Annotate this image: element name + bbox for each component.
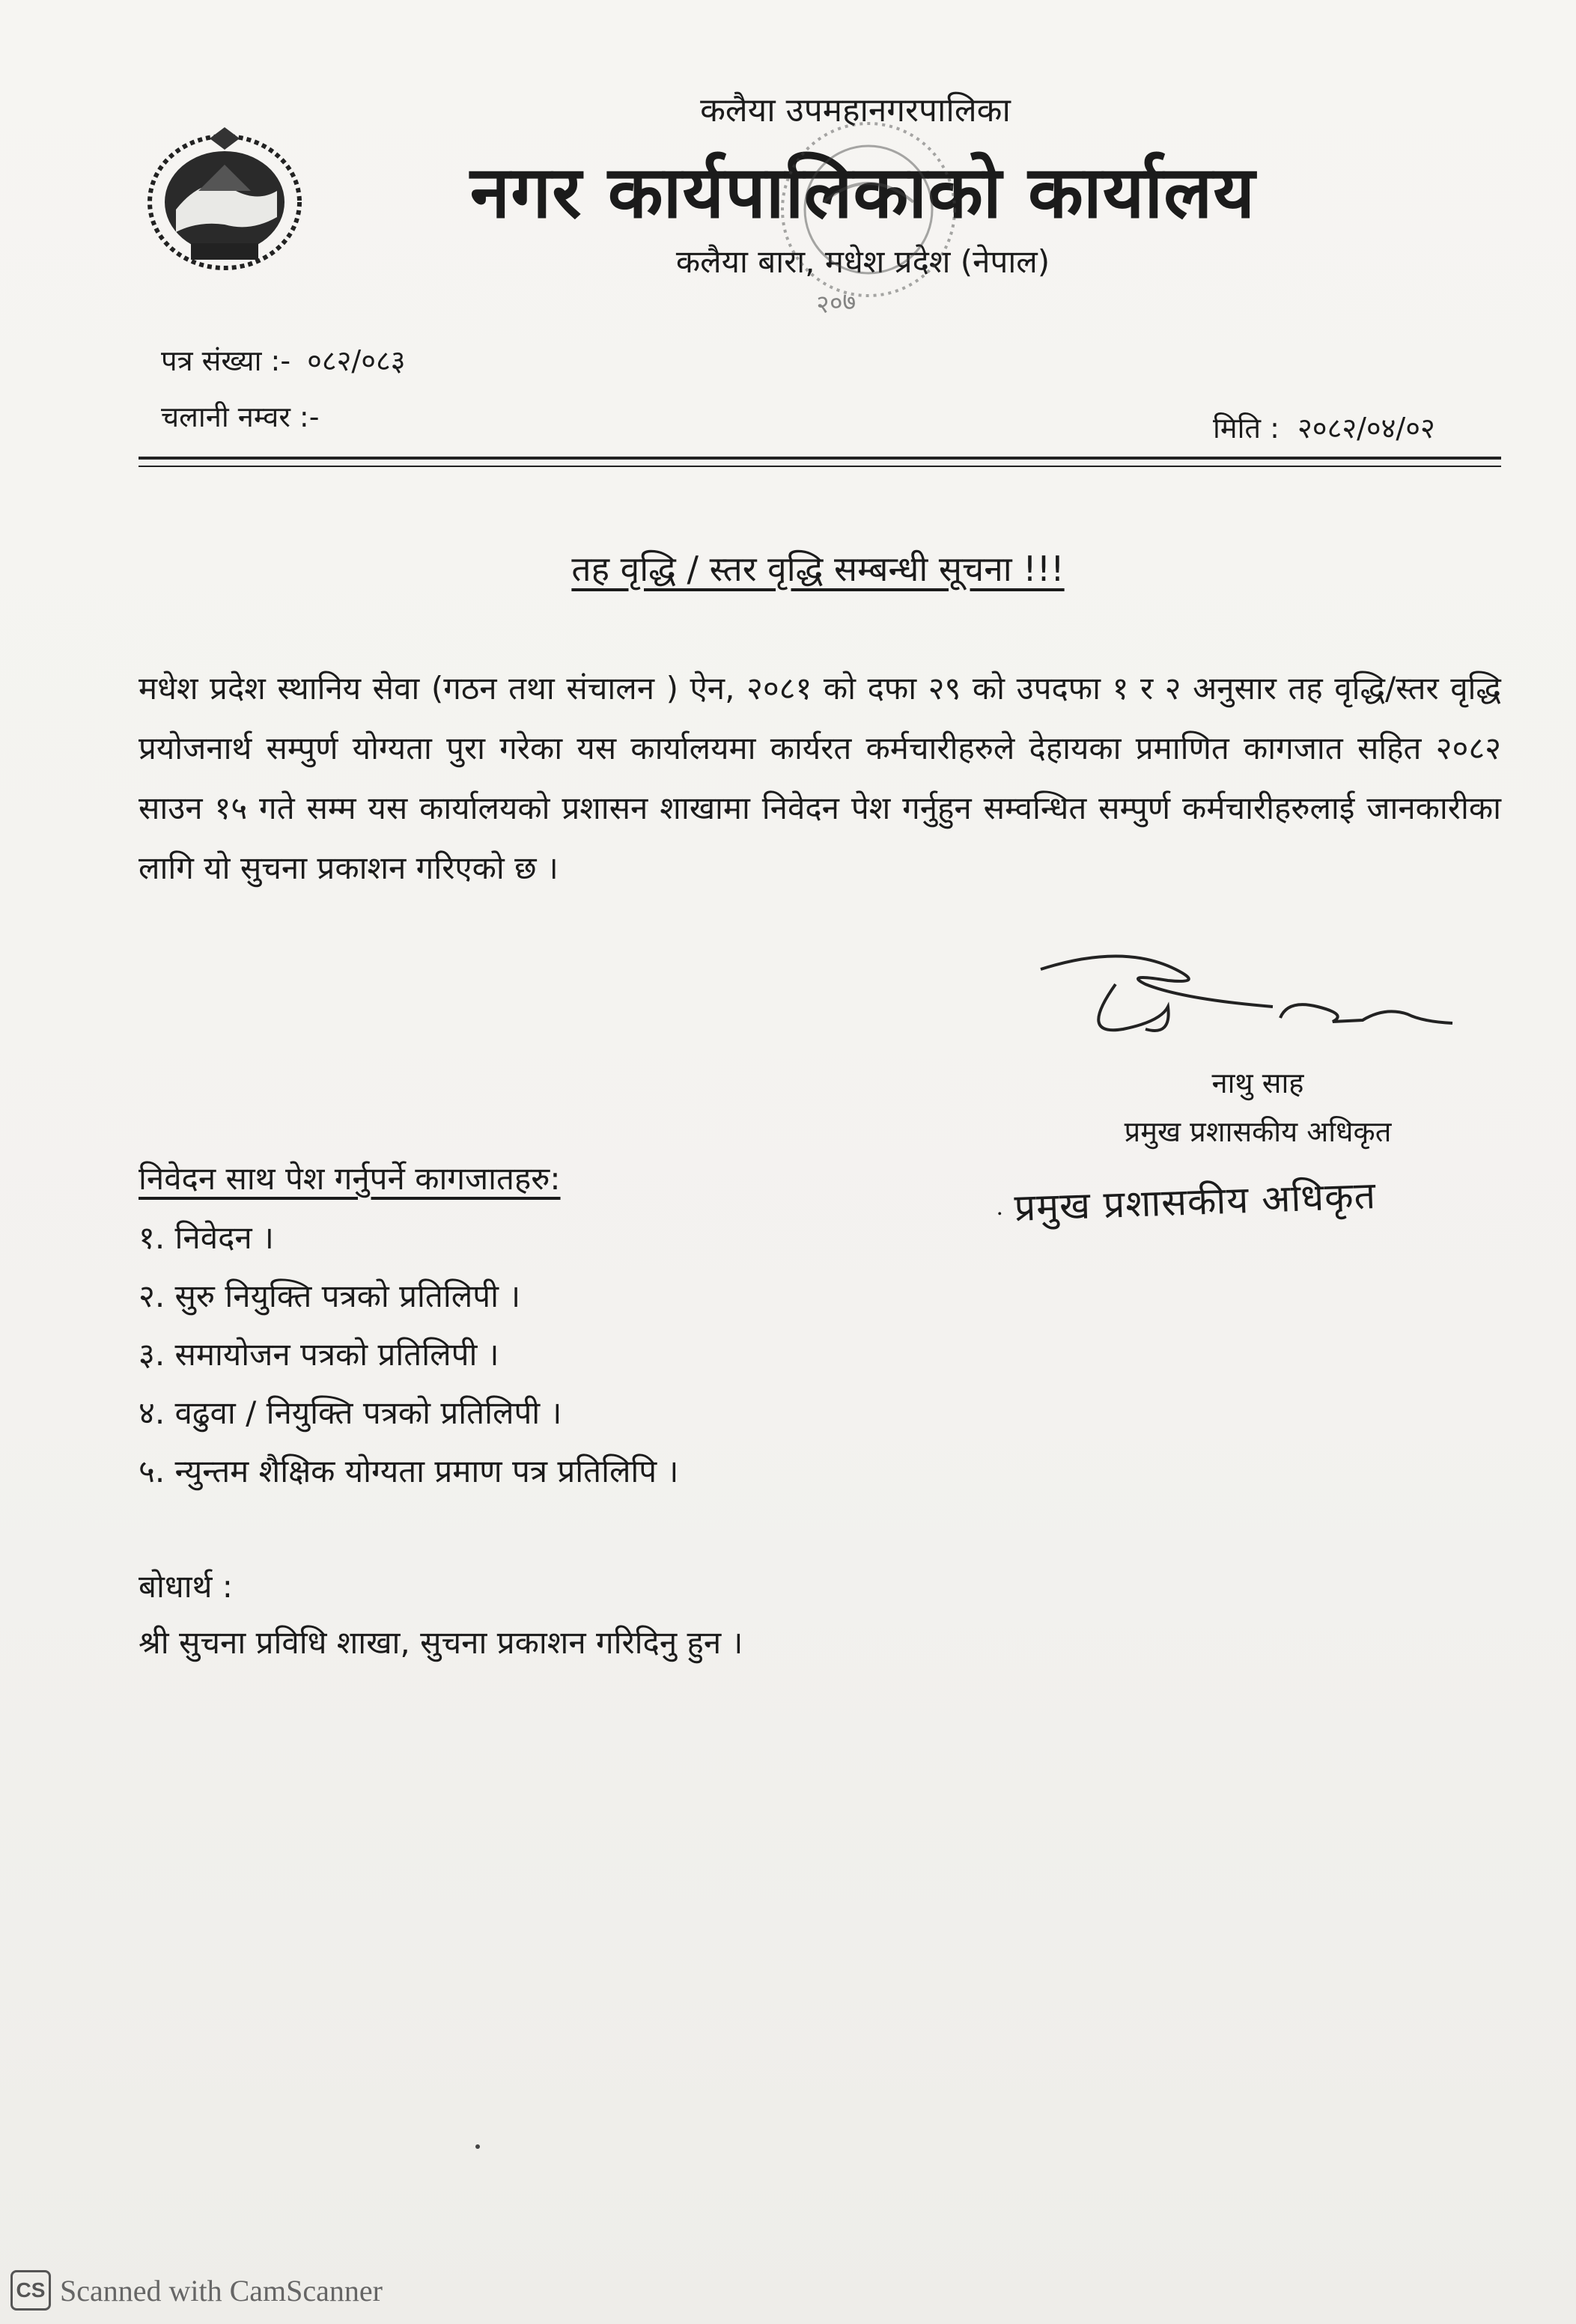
camscanner-watermark <box>10 2268 383 2313</box>
signature-icon <box>1033 939 1482 1052</box>
header-divider <box>139 457 1501 460</box>
documents-list <box>139 1209 678 1501</box>
documents-heading: निवेदन साथ पेश गर्नुपर्ने कागजातहरु: <box>139 1160 561 1197</box>
header-divider-thin <box>139 466 1501 467</box>
letter-number-label: पत्र संख्या :- <box>161 344 291 377</box>
signatory-name: नाथु साह <box>1211 1067 1304 1100</box>
date-label: मिति : <box>1213 412 1280 445</box>
letter-date <box>1213 408 1435 447</box>
letter-number-value: ०८२/०८३ <box>307 344 406 377</box>
list-item: १. निवेदन । <box>139 1219 274 1256</box>
list-item: ३. समायोजन पत्रको प्रतिलिपी । <box>139 1336 499 1373</box>
office-address: कलैया बारा, मधेश प्रदेश (नेपाल) <box>675 243 1050 280</box>
designation-seal <box>995 1168 1377 1233</box>
letter-number <box>161 341 406 379</box>
list-item: २. सुरु नियुक्ति पत्रको प्रतिलिपी । <box>139 1278 521 1314</box>
seal-dot: · <box>995 1201 1005 1227</box>
seal-text: प्रमुख प्रशासकीय अधिकृत <box>1013 1174 1377 1230</box>
list-item: ४. वढुवा / नियुक्ति पत्रको प्रतिलिपी । <box>139 1394 562 1431</box>
notice-title: तह वृद्धि / स्तर वृद्धि सम्बन्धी सूचना !!! <box>571 549 1065 589</box>
cc-text: श्री सुचना प्रविधि शाखा, सुचना प्रकाशन गरिदिनु हुन । <box>139 1624 743 1661</box>
stamp-text: २०७ <box>815 286 858 320</box>
office-title: नगर कार्यपालिकाको कार्यालय <box>469 150 1256 234</box>
cc-heading: बोधार्थ : <box>139 1568 233 1605</box>
list-item: ५. न्युन्तम शैक्षिक योग्यता प्रमाण पत्र प्रतिलिपि । <box>139 1453 679 1489</box>
dispatch-number-label: चलानी नम्वर :- <box>161 400 320 433</box>
date-value: २०८२/०४/०२ <box>1297 412 1435 445</box>
notice-body: मधेश प्रदेश स्थानिय सेवा (गठन तथा संचालन ) ऐन, २०८१ को दफा २९ को उपदफा १ र २ अनुसार तह वृद्धि/स्तर वृद्धि प्रयोजनार्थ सम्पुर्ण योग्यता पुरा गरेका यस कार्यालयमा कार्यरत कर्मचारीहरुले देहायका प्रमाणित कागजात सहित २०८२ साउन १५ गते सम्म यस कार्यालयको प्रशासन शाखामा निवेदन पेश गर्नुहुन सम्वन्धित सम्पुर्ण कर्मचारीहरुलाई जानकारीका लागि यो सुचना प्रकाशन गरिएको छ । <box>139 670 1501 886</box>
camscanner-logo-icon: CS <box>10 2270 51 2311</box>
watermark-text: Scanned with CamScanner <box>60 2273 383 2308</box>
signatory-designation: प्रमुख प्रशासकीय अधिकृत <box>1124 1115 1392 1148</box>
municipality-name: कलैया उपमहानगरपालिका <box>700 91 1011 129</box>
office-stamp-icon <box>771 112 966 322</box>
dispatch-number <box>161 397 319 436</box>
scan-speck <box>475 2144 480 2149</box>
